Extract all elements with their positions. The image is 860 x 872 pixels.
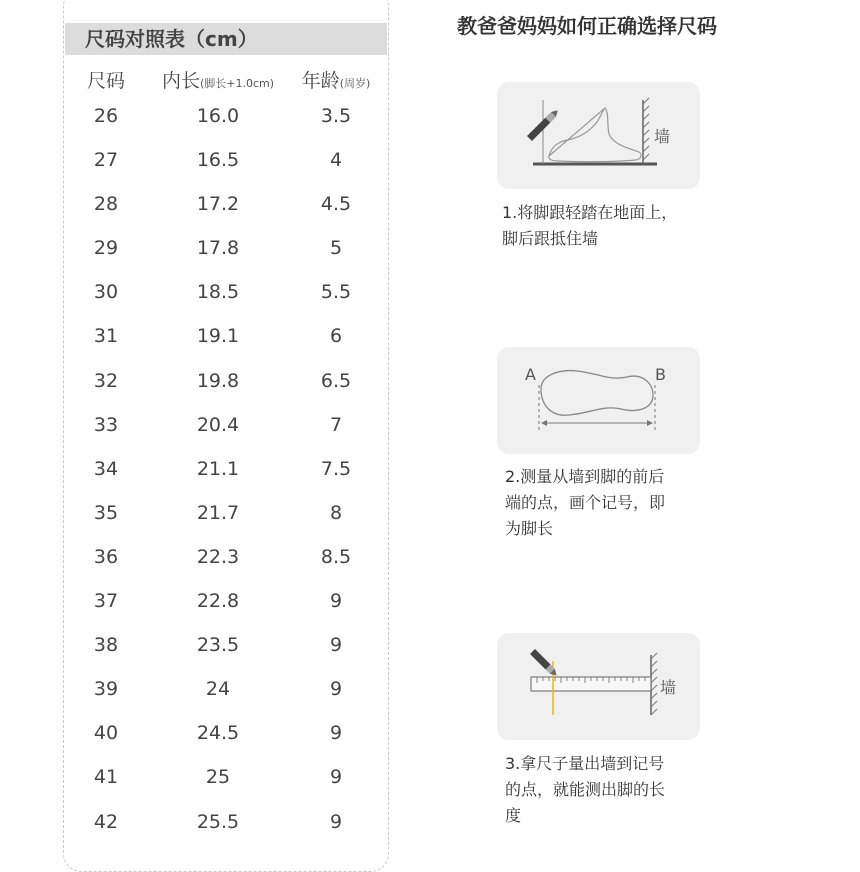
step-2-line-3: 为脚长 (505, 519, 554, 538)
table-row (64, 192, 386, 236)
cell-length: 19.1 (196, 325, 240, 348)
cell-age: 5 (329, 237, 343, 260)
size-chart-header-row (64, 67, 386, 95)
cell-age: 6 (329, 325, 343, 348)
cell-size: 42 (93, 810, 119, 833)
wall-label: 墙 (654, 127, 671, 146)
step-2-illustration (497, 347, 700, 454)
table-row (64, 280, 386, 324)
table-row (64, 810, 386, 854)
cell-length: 22.3 (196, 545, 240, 568)
cell-length: 24 (205, 678, 231, 701)
cell-length: 22.8 (196, 590, 240, 613)
cell-age: 9 (329, 766, 343, 789)
cell-size: 34 (93, 457, 119, 480)
cell-length: 25.5 (196, 810, 240, 833)
wall-label: 墙 (660, 678, 677, 697)
cell-length: 23.5 (196, 634, 240, 657)
cell-length: 25 (205, 766, 231, 789)
cell-size: 33 (93, 413, 119, 436)
cell-length: 17.8 (196, 237, 240, 260)
cell-age: 9 (329, 590, 343, 613)
header-age-note: (周岁) (339, 77, 371, 90)
cell-size: 39 (93, 678, 119, 701)
table-row (64, 633, 386, 677)
cell-length: 17.2 (196, 193, 240, 216)
cell-age: 6.5 (320, 369, 352, 392)
cell-age: 9 (329, 678, 343, 701)
header-inner-length-note: (脚长+1.0cm) (199, 77, 275, 90)
step-1-line-2: 脚后跟抵住墙 (502, 229, 599, 248)
cell-age: 9 (329, 722, 343, 745)
header-inner-length: 内长(脚长+1.0cm) (161, 70, 275, 92)
cell-size: 36 (93, 545, 119, 568)
cell-age: 3.5 (320, 105, 352, 127)
size-chart-panel (63, 0, 389, 872)
step-3-line-3: 度 (505, 806, 522, 825)
cell-age: 5.5 (320, 281, 352, 304)
cell-size: 29 (93, 237, 119, 260)
step-1-illustration (497, 82, 700, 189)
header-size: 尺码 (86, 70, 125, 92)
cell-length: 16.5 (196, 149, 240, 172)
cell-length: 18.5 (196, 281, 240, 304)
cell-size: 28 (93, 193, 119, 216)
cell-age: 4 (329, 149, 343, 172)
header-age: 年龄(周岁) (301, 70, 371, 92)
step-3-line-2: 的点，就能测出脚的长 (505, 780, 666, 799)
cell-age: 4.5 (320, 193, 352, 216)
cell-size: 30 (93, 281, 119, 304)
table-row (64, 104, 386, 148)
table-row (64, 369, 386, 413)
cell-size: 38 (93, 634, 119, 657)
table-row (64, 589, 386, 633)
cell-size: 41 (93, 766, 119, 789)
cell-age: 9 (329, 810, 343, 833)
step-3-line-1: 3.拿尺子量出墙到记号 (505, 754, 665, 773)
table-row (64, 765, 386, 809)
step-3-text (505, 751, 665, 829)
table-row (64, 413, 386, 457)
cell-length: 21.7 (196, 501, 240, 524)
step-2-line-1: 2.测量从墙到脚的前后 (505, 467, 665, 486)
foot-length-outline-icon (497, 347, 700, 454)
table-row (64, 236, 386, 280)
cell-size: 40 (93, 722, 119, 745)
cell-age: 7.5 (320, 457, 352, 480)
table-row (64, 457, 386, 501)
point-b-label: B (655, 365, 666, 384)
cell-size: 37 (93, 590, 119, 613)
measure-guide-title: 教爸爸妈妈如何正确选择尺码 (457, 14, 717, 38)
cell-age: 9 (329, 634, 343, 657)
step-2-text (505, 464, 665, 542)
cell-age: 8.5 (320, 545, 352, 568)
table-row (64, 324, 386, 368)
cell-length: 21.1 (196, 457, 240, 480)
step-1-text (502, 200, 677, 252)
step-3-illustration (497, 633, 700, 740)
cell-age: 7 (329, 413, 343, 436)
table-row (64, 501, 386, 545)
size-chart-title-bar (65, 23, 387, 55)
table-row (64, 721, 386, 765)
step-1-line-1: 1.将脚跟轻踏在地面上， (502, 203, 678, 222)
cell-size: 35 (93, 501, 119, 524)
cell-size: 32 (93, 369, 119, 392)
cell-length: 16.0 (196, 105, 240, 127)
table-row (64, 677, 386, 721)
cell-age: 8 (329, 501, 343, 524)
cell-size: 31 (93, 325, 119, 348)
size-chart-rows (64, 104, 386, 854)
cell-length: 20.4 (196, 413, 240, 436)
point-a-label: A (525, 365, 536, 384)
cell-length: 24.5 (196, 722, 240, 745)
size-chart-title: 尺码对照表（cm） (85, 27, 258, 51)
cell-size: 26 (93, 105, 119, 127)
step-2-line-2: 端的点，画个记号，即 (505, 493, 666, 512)
cell-length: 19.8 (196, 369, 240, 392)
cell-size: 27 (93, 149, 119, 172)
table-row (64, 545, 386, 589)
table-row (64, 148, 386, 192)
